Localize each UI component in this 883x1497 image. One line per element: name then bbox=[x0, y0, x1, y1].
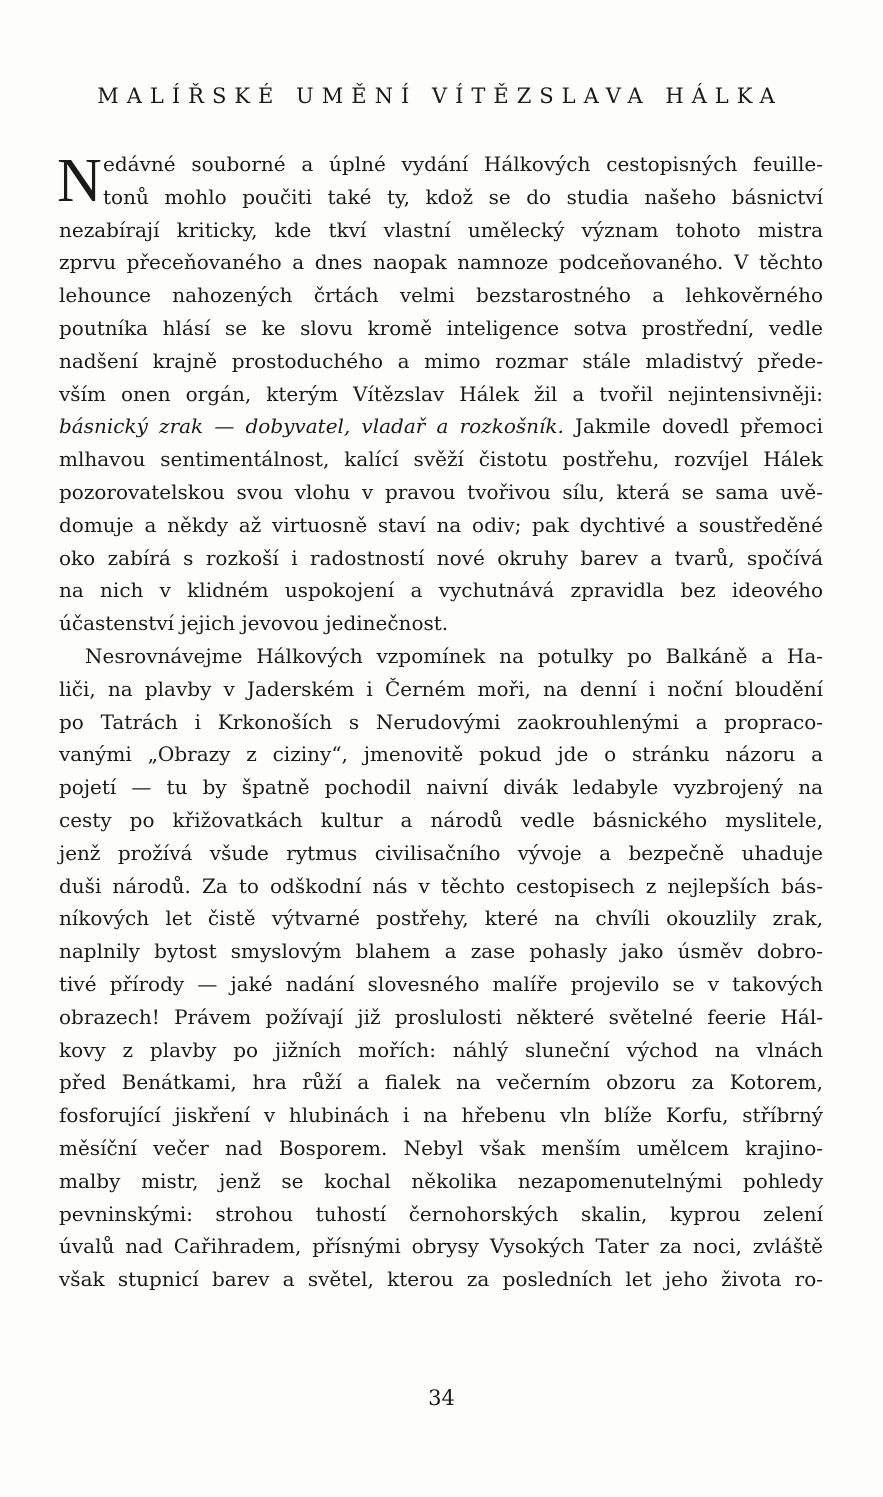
text-line: fosforující jiskření v hlubinách i na hřebenu vln blíže Korfu, stříbrný bbox=[59, 1103, 823, 1128]
text-line: naplnily bytost smyslovým blahem a zase pohasly jako úsměv dobro- bbox=[59, 939, 823, 964]
text-line: duši národů. Za to odškodní nás v těchto cestopisech z nejlepších bás- bbox=[59, 873, 823, 898]
text-line: po Tatrách i Krkonoších s Nerudovými zaokrouhlenými a propraco- bbox=[59, 709, 823, 734]
text-line: zprvu přeceňovaného a dnes naopak namnoze podceňovaného. V těchto bbox=[59, 250, 823, 275]
text-line: tonů mohlo poučiti také ty, kdož se do studia našeho básnictví bbox=[103, 184, 823, 209]
italic-phrase: básnický zrak — dobyvatel, vladař a rozkošník. bbox=[59, 414, 564, 439]
text-line: edávné souborné a úplné vydání Hálkových cestopisných feuille- bbox=[103, 152, 823, 176]
text-line: na nich v klidném uspokojení a vychutnává zpravidla bez ideového bbox=[59, 578, 823, 603]
text-line: malby mistr, jenž se kochal několika nezapomenutelnými pohledy bbox=[59, 1168, 823, 1193]
text-line: pevninskými: strohou tuhostí černohorských skalin, kyprou zelení bbox=[59, 1201, 823, 1226]
text-line: Nesrovnávejme Hálkových vzpomínek na potulky po Balkáně a Ha- bbox=[85, 643, 823, 668]
text-line: vanými „Obrazy z ciziny“, jmenovitě pokud jde o stránku názoru a bbox=[59, 742, 823, 767]
text-line: poutníka hlásí se ke slovu kromě inteligence sotva prostřední, vedle bbox=[59, 315, 823, 340]
text-line: kovy z plavby po jižních mořích: náhlý sluneční východ na vlnách bbox=[59, 1037, 823, 1062]
text-line: vším onen orgán, kterým Vítězslav Hálek žil a tvořil nejintensivněji: bbox=[59, 381, 823, 406]
text-line: účastenství jejich jevovou jedinečnost. bbox=[59, 611, 449, 636]
drop-cap: N bbox=[57, 147, 102, 215]
text-line: nezabírají kriticky, kde tkví vlastní umělecký význam tohoto mistra bbox=[59, 217, 823, 242]
text-line: lehounce nahozených črtách velmi bezstarostného a lehkověrného bbox=[59, 283, 823, 308]
text-line: pojetí — tu by špatně pochodil naivní divák ledabyle vyzbrojený na bbox=[59, 775, 823, 800]
body-text bbox=[59, 148, 823, 1296]
text-line: měsíční večer nad Bosporem. Nebyl však menším umělcem krajino- bbox=[59, 1135, 823, 1160]
text-line: jenž prožívá všude rytmus civilisačního vývoje a bezpečně uhaduje bbox=[59, 840, 823, 865]
text-line: obrazech! Právem požívají již proslulosti některé světelné feerie Hál- bbox=[59, 1004, 823, 1029]
running-head: MALÍŘSKÉ UMĚNÍ VÍTĚZSLAVA HÁLKA bbox=[97, 84, 783, 108]
paragraph-2 bbox=[59, 640, 823, 1296]
text-fragment: Jakmile dovedl přemoci bbox=[563, 414, 823, 439]
paragraph-1 bbox=[59, 148, 823, 640]
text-line bbox=[59, 410, 823, 443]
text-line: však stupnicí barev a světel, kterou za posledních let jeho života ro- bbox=[59, 1267, 823, 1292]
text-line: pozorovatelskou svou vlohu v pravou tvořivou sílu, která se sama uvě- bbox=[59, 479, 823, 504]
text-line: úvalů nad Cařihradem, přísnými obrysy Vysokých Tater za noci, zvláště bbox=[59, 1234, 823, 1259]
text-line: oko zabírá s rozkoší i radostností nové okruhy barev a tvarů, spočívá bbox=[59, 545, 823, 570]
text-line: tivé přírody — jaké nadání slovesného malíře projevilo se v takových bbox=[59, 971, 823, 996]
text-line: mlhavou sentimentálnost, kalící svěží čistotu postřehu, rozvíjel Hálek bbox=[59, 447, 823, 472]
text-line: domuje a někdy až virtuosně staví na odiv; pak dychtivé a soustředěné bbox=[59, 512, 823, 537]
page-number: 34 bbox=[428, 1386, 455, 1410]
text-line: před Benátkami, hra růží a fialek na večerním obzoru za Kotorem, bbox=[59, 1070, 823, 1095]
text-line: nadšení krajně prostoduchého a mimo rozmar stále mladistvý přede- bbox=[59, 348, 823, 373]
text-line: cesty po křižovatkách kultur a národů vedle básnického myslitele, bbox=[59, 807, 823, 832]
text-line: liči, na plavby v Jaderském i Černém moři, na denní i noční bloudění bbox=[59, 676, 823, 701]
text-line: níkových let čistě výtvarné postřehy, které na chvíli okouzlily zrak, bbox=[59, 906, 823, 931]
